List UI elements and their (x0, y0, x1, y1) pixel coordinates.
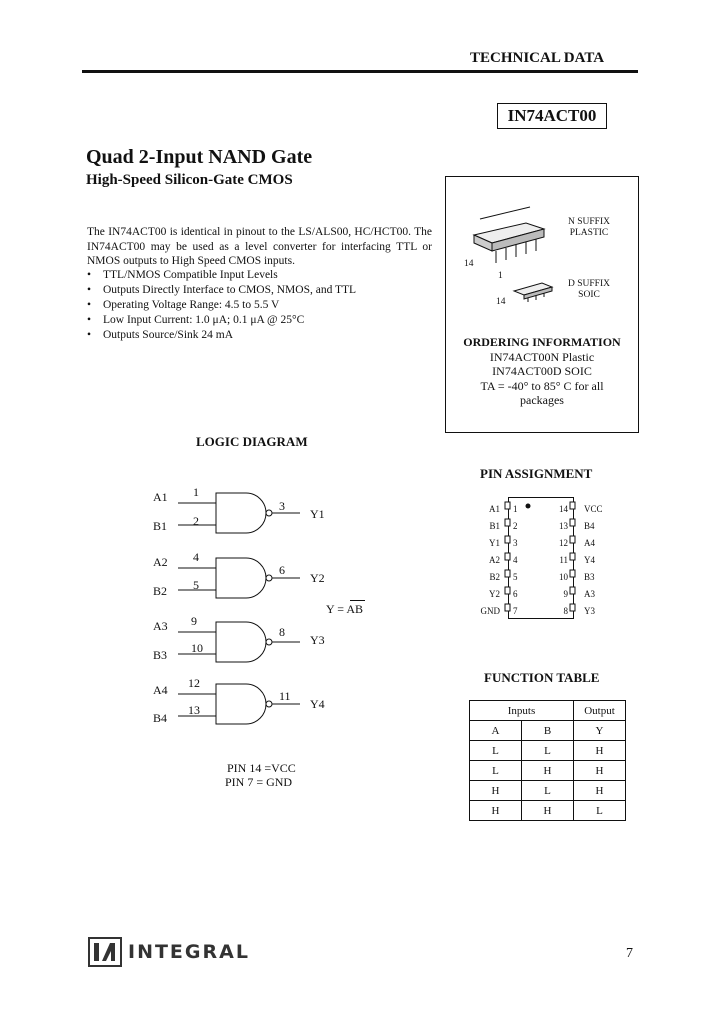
n-suffix-label (554, 217, 624, 239)
table-cell: L (522, 781, 574, 801)
table-group-inputs: Inputs (470, 701, 574, 721)
gate4-pin-a: 12 (188, 676, 200, 690)
dip-pin1-label: 1 (498, 271, 503, 281)
pin-number: 9 (563, 589, 568, 599)
pin-name: A4 (584, 538, 595, 548)
table-row (470, 741, 626, 761)
table-row (470, 781, 626, 801)
description: The IN74ACT00 is identical in pinout to the LS/ALS00, HC/HCT00. The IN74ACT00 may be used as a level converter for interfacing TTL or NMOS outputs to High Speed CMOS inputs. (87, 226, 432, 267)
pin-stubs (500, 497, 580, 619)
pin-number: 13 (559, 521, 568, 531)
gate3-input-b: B3 (153, 648, 168, 662)
ordering-box (445, 176, 639, 433)
pin1-dot (526, 504, 531, 509)
gate3-pin-a: 9 (191, 614, 197, 628)
pin-number: 4 (513, 555, 518, 565)
pin-number: 10 (559, 572, 568, 582)
feature-list (87, 268, 432, 343)
table-header-row (470, 701, 626, 721)
table-cell: H (522, 801, 574, 821)
table-cell: H (574, 761, 626, 781)
pin-name: B2 (489, 572, 500, 582)
gate2-input-a: A2 (153, 555, 168, 569)
pin-number: 6 (513, 589, 518, 599)
pin-name: B3 (584, 572, 595, 582)
ordering-line: IN74ACT00N Plastic (489, 349, 595, 364)
table-cell: L (522, 741, 574, 761)
part-number-box: IN74ACT00 (497, 103, 607, 129)
pin-assignment-heading: PIN ASSIGNMENT (480, 466, 593, 481)
pin-left-names (478, 501, 500, 620)
feature-item: • Outputs Source/Sink 24 mA (87, 328, 432, 343)
gate3-pin-b: 10 (191, 641, 203, 655)
pin-number: 1 (513, 504, 518, 514)
d-suffix-label (554, 279, 624, 301)
table-cell: H (522, 761, 574, 781)
ordering-line: IN74ACT00D SOIC (492, 364, 592, 378)
pin-name: Y3 (584, 606, 595, 616)
page-number: 7 (626, 946, 633, 961)
pin-number: 3 (513, 538, 518, 548)
pin-name: A1 (489, 504, 500, 514)
n-suffix-type: PLASTIC (569, 228, 609, 238)
function-table (469, 700, 626, 821)
table-cell: H (574, 781, 626, 801)
pin14-note: PIN 14 =VCC (227, 761, 296, 775)
pin-name: GND (480, 606, 500, 616)
ordering-heading: ORDERING INFORMATION (463, 335, 621, 349)
pin-left-numbers (513, 501, 518, 620)
equation-overbar (350, 600, 365, 601)
table-cell: H (470, 781, 522, 801)
feature-item: • TTL/NMOS Compatible Input Levels (87, 268, 432, 283)
gate4-input-b: B4 (153, 711, 168, 725)
table-cell: H (470, 801, 522, 821)
table-cell: H (574, 741, 626, 761)
gate4-output: Y4 (310, 697, 325, 711)
gate1-pin-b: 2 (193, 514, 199, 528)
gate2-pin-a: 4 (193, 550, 199, 564)
soic-pin14-label: 14 (496, 297, 506, 307)
gate1-pin-y: 3 (279, 499, 285, 513)
brand-name: INTEGRAL (128, 941, 250, 963)
gate4-input-a: A4 (153, 683, 168, 697)
feature-item: • Low Input Current: 1.0 μA; 0.1 μA @ 25°C (87, 313, 432, 328)
gate1-output: Y1 (310, 507, 325, 521)
pin-name: A2 (489, 555, 500, 565)
table-group-output: Output (574, 701, 626, 721)
gate1-input-a: A1 (153, 490, 168, 504)
pin-name: B4 (584, 521, 595, 531)
page-title: Quad 2-Input NAND Gate (86, 146, 313, 168)
gate3-input-a: A3 (153, 619, 168, 633)
pin-number: 12 (559, 538, 568, 548)
pin-name: B1 (489, 521, 500, 531)
table-cell: L (470, 761, 522, 781)
page-subtitle: High-Speed Silicon-Gate CMOS (86, 172, 293, 188)
table-col-row (470, 721, 626, 741)
ordering-line: packages (520, 393, 564, 407)
table-col-header: Y (574, 721, 626, 741)
logic-equation: Y = AB (326, 602, 363, 616)
pin-right-names (584, 501, 603, 620)
gate2-pin-y: 6 (279, 563, 285, 577)
table-row (470, 761, 626, 781)
gate3-output: Y3 (310, 633, 325, 647)
n-suffix-text: N SUFFIX (568, 217, 610, 227)
pin-number: 11 (559, 555, 568, 565)
d-suffix-type: SOIC (578, 290, 600, 300)
pin-name: A3 (584, 589, 595, 599)
gate4-pin-y: 11 (279, 689, 291, 703)
gate4-pin-b: 13 (188, 703, 200, 717)
soic-package-icon (508, 277, 558, 307)
pin-number: 8 (563, 606, 568, 616)
pin-name: Y2 (489, 589, 500, 599)
pin7-note: PIN 7 = GND (225, 775, 293, 789)
table-cell: L (470, 741, 522, 761)
logic-diagram-heading: LOGIC DIAGRAM (196, 434, 308, 449)
gate1-input-b: B1 (153, 519, 168, 533)
pin-name: VCC (584, 504, 603, 514)
gate2-pin-b: 5 (193, 578, 199, 592)
ordering-line: TA = -40° to 85° C for all (480, 378, 604, 393)
pin-number: 14 (559, 504, 568, 514)
table-row (470, 801, 626, 821)
pin-name: Y4 (584, 555, 595, 565)
header-rule (82, 70, 638, 73)
function-table-heading: FUNCTION TABLE (484, 670, 600, 685)
ordering-info (446, 335, 638, 408)
pin-name: Y1 (489, 538, 500, 548)
gate3-pin-y: 8 (279, 625, 285, 639)
dip-pin14-label: 14 (464, 259, 474, 269)
integral-logo-icon (88, 937, 122, 967)
gate2-input-b: B2 (153, 584, 168, 598)
feature-item: • Outputs Directly Interface to CMOS, NMOS, and TTL (87, 283, 432, 298)
table-col-header: B (522, 721, 574, 741)
feature-item: • Operating Voltage Range: 4.5 to 5.5 V (87, 298, 432, 313)
gate1-pin-a: 1 (193, 485, 199, 499)
table-col-header: A (470, 721, 522, 741)
dip-package-icon (466, 205, 556, 275)
pin-number: 5 (513, 572, 518, 582)
gate2-output: Y2 (310, 571, 325, 585)
d-suffix-text: D SUFFIX (568, 279, 610, 289)
pin-number: 7 (513, 606, 518, 616)
table-cell: L (574, 801, 626, 821)
header-technical-data: TECHNICAL DATA (470, 50, 605, 66)
pin-number: 2 (513, 521, 518, 531)
pin-right-numbers (553, 501, 568, 620)
